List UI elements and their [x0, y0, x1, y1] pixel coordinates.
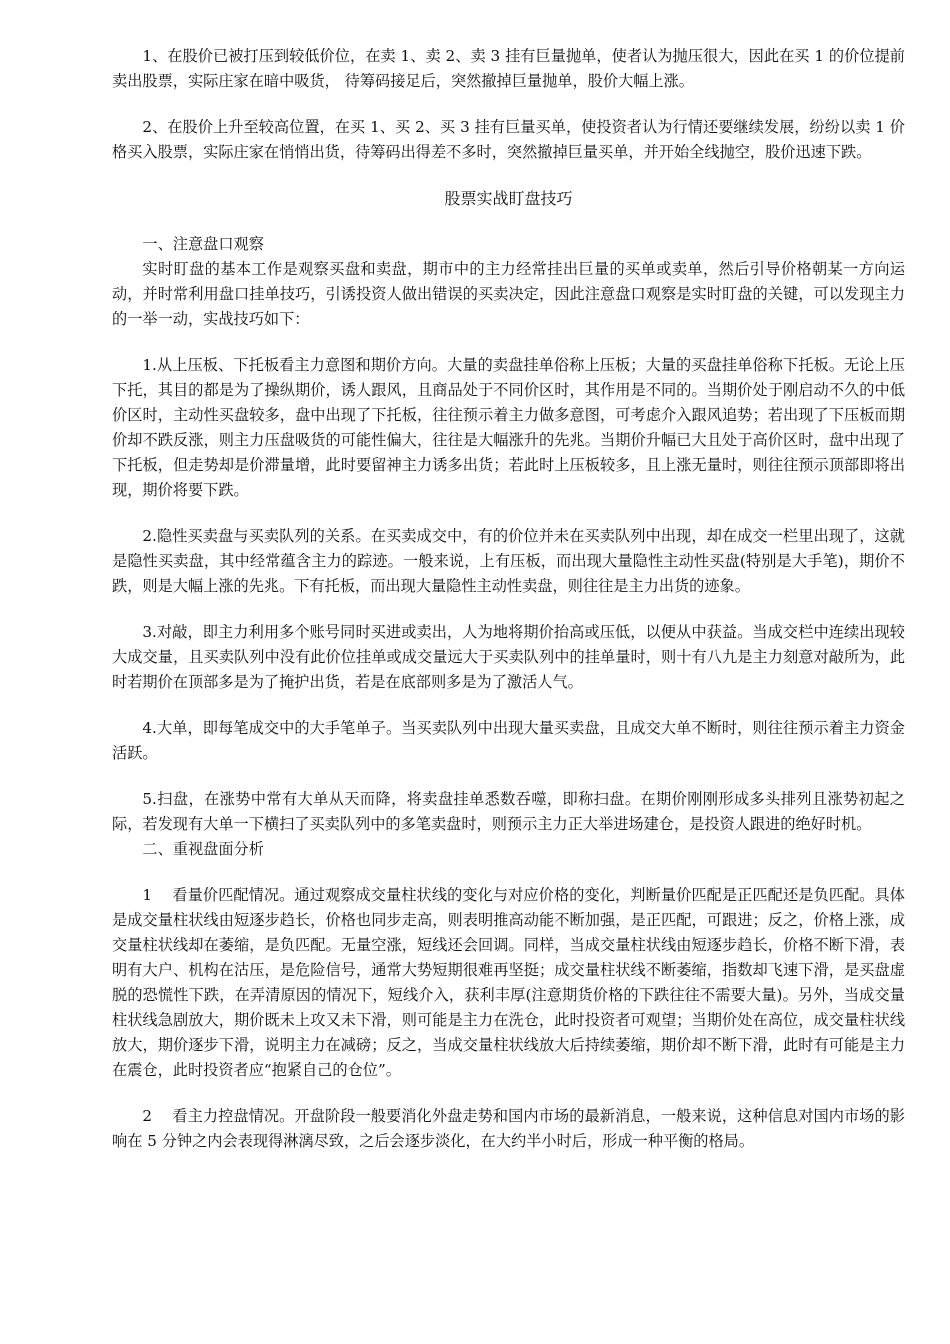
document-page: [112, 44, 905, 1154]
section-1-item-5: 5.扫盘，在涨势中常有大单从天而降，将卖盘挂单悉数吞噬，即称扫盘。在期价刚刚形成多头排列且涨势初起之际，若发现有大单一下横扫了买卖队列中的多笔卖盘时，则预示主力正大举进场建仓，是投资人跟进的绝好时机。: [112, 790, 905, 833]
section-1-heading: 一、注意盘口观察: [142, 235, 264, 253]
section-2-item-1: 1 看量价匹配情况。通过观察成交量柱状线的变化与对应价格的变化，判断量价匹配是正匹配还是负匹配。具体是成交量柱状线由短逐步趋长，价格也同步走高，则表明推高动能不断加强，是正匹配，可跟进；反之，价格上涨，成交量柱状线却在萎缩，是负匹配。无量空涨，短线还会回调。同样，当成交量柱状线由短逐步趋长，价格不断下滑，表明有大户、机构在沽压，是危险信号，通常大势短期很难再坚挺；成交量柱状线不断萎缩，指数却飞速下滑，是买盘虚脱的恐慌性下跌，在弄清原因的情况下，短线介入，获利丰厚(注意期货价格的下跌往往不需要大量)。另外，当成交量柱状线急剧放大，期价既未上攻又未下滑，则可能是主力在洗仓，此时投资者可观望；当期价处在高位，成交量柱状线放大，期价逐步下滑，说明主力在减磅；反之，当成交量柱状线放大后持续萎缩，期价却不断下滑，此时有可能是主力在震仓，此时投资者应“抱紧自己的仓位”。: [112, 886, 905, 1079]
section-1-item-4: 4.大单，即每笔成交中的大手笔单子。当买卖队列中出现大量买卖盘，且成交大单不断时，则往往预示着主力资金活跃。: [112, 719, 905, 762]
intro-paragraph-2: 2、在股价上升至较高位置，在买 1、买 2、买 3 挂有巨量买单，使投资者认为行情还要继续发展，纷纷以卖 1 价格买入股票，实际庄家在悄悄出货，待筹码出得差不多时，突然撤掉巨量买单，并开始全线抛空，股价迅速下跌。: [112, 118, 905, 161]
section-1-item-3: 3.对敲，即主力利用多个账号同时买进或卖出，人为地将期价抬高或压低，以便从中获益。当成交栏中连续出现较大成交量，且买卖队列中没有此价位挂单或成交量远大于买卖队列中的挂单量时，则十有八九是主力刻意对敲所为，此时若期价在顶部多是为了掩护出货，若是在底部则多是为了激活人气。: [112, 623, 905, 691]
section-1-intro: 实时盯盘的基本工作是观察买盘和卖盘，期市中的主力经常挂出巨量的买单或卖单，然后引导价格朝某一方向运动，并时常利用盘口挂单技巧，引诱投资人做出错误的买卖决定，因此注意盘口观察是实时盯盘的关键，可以发现主力的一举一动，实战技巧如下：: [112, 260, 905, 328]
section-2-item-2: 2 看主力控盘情况。开盘阶段一般要消化外盘走势和国内市场的最新消息，一般来说，这种信息对国内市场的影响在 5 分钟之内会表现得淋漓尽致，之后会逐步淡化，在大约半小时后，形成一种平衡的格局。: [112, 1107, 905, 1150]
section-2-heading: 二、重视盘面分析: [142, 840, 264, 858]
section-1-item-2: 2.隐性买卖盘与买卖队列的关系。在买卖成交中，有的价位并未在买卖队列中出现，却在成交一栏里出现了，这就是隐性买卖盘，其中经常蕴含主力的踪迹。一般来说，上有压板，而出现大量隐性主动性买盘(特别是大手笔)，期价不跌，则是大幅上涨的先兆。下有托板，而出现大量隐性主动性卖盘，则往往是主力出货的迹象。: [112, 527, 905, 595]
section-1-item-1: 1.从上压板、下托板看主力意图和期价方向。大量的卖盘挂单俗称上压板；大量的买盘挂单俗称下托板。无论上压下托，其目的都是为了操纵期价，诱人跟风，且商品处于不同价区时，其作用是不同的。当期价处于刚启动不久的中低价区时，主动性买盘较多，盘中出现了下托板，往往预示着主力做多意图，可考虑介入跟风追势；若出现了下压板而期价却不跌反涨，则主力压盘吸货的可能性偏大，往往是大幅涨升的先兆。当期价升幅已大且处于高价区时，盘中出现了下托板，但走势却是价滞量增，此时要留神主力诱多出货；若此时上压板较多，且上涨无量时，则往往预示顶部即将出现，期价将要下跌。: [112, 356, 905, 499]
intro-paragraph-1: 1、在股价已被打压到较低价位，在卖 1、卖 2、卖 3 挂有巨量抛单，使者认为抛压很大，因此在买 1 的价位提前卖出股票，实际庄家在暗中吸货， 待筹码接足后，突然撤掉巨量抛单，股价大幅上涨。: [112, 47, 905, 90]
document-title: 股票实战盯盘技巧: [444, 189, 573, 208]
